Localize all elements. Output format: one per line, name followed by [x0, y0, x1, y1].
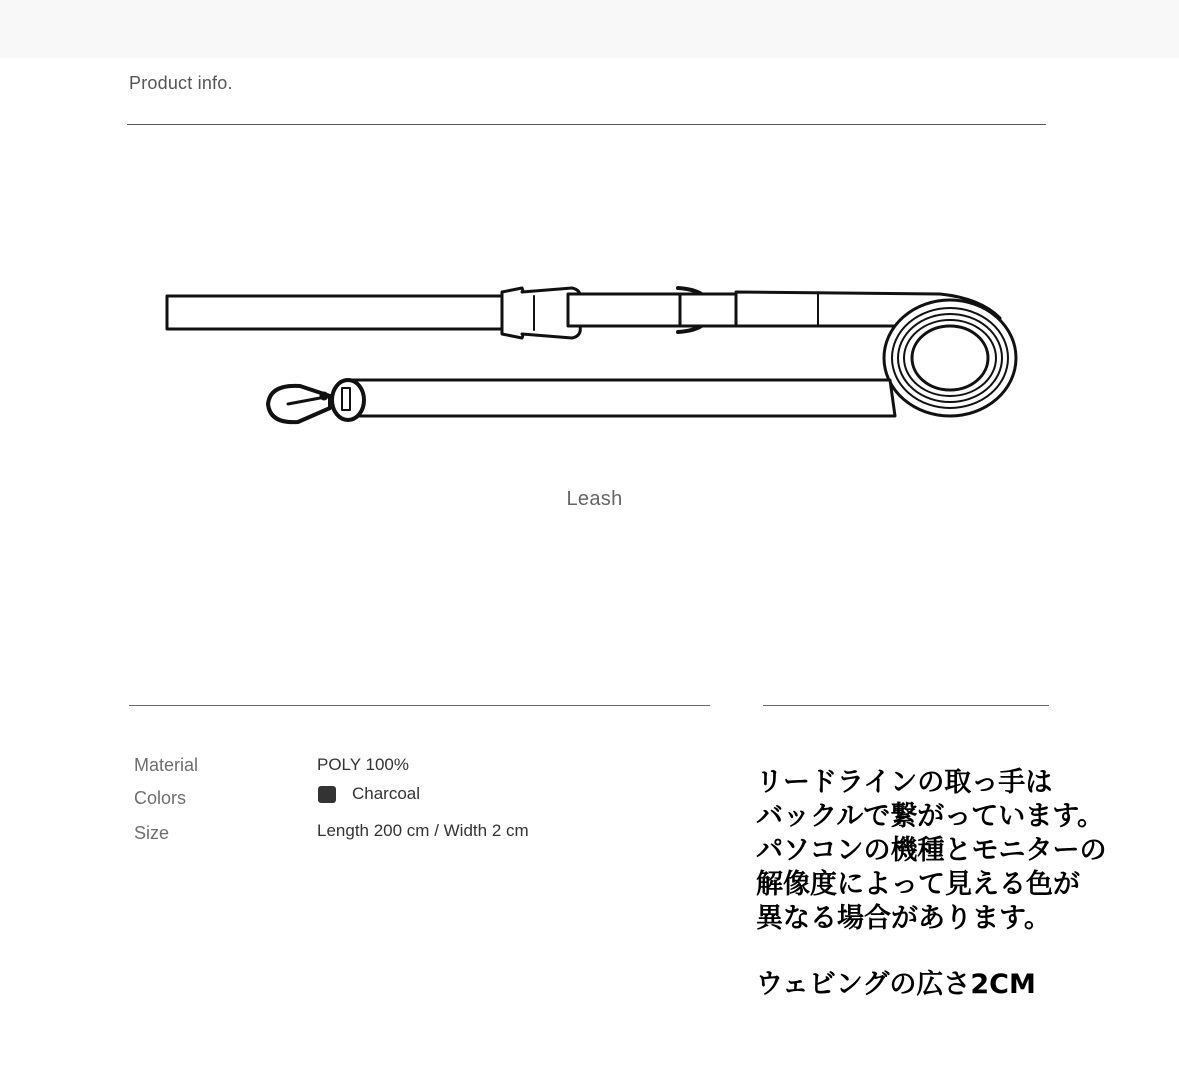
note-line: リードラインの取っ手は: [756, 767, 1053, 798]
colors-label: Colors: [134, 788, 187, 808]
charcoal-color-swatch: [318, 786, 336, 803]
note-line: 異なる場合があります。: [756, 903, 1051, 934]
illustration-caption: Leash: [566, 488, 623, 510]
note-line: バックルで繋がっています。: [756, 801, 1105, 832]
material-label: Material: [134, 755, 199, 775]
leash-diagram-icon: [150, 270, 1030, 440]
leash-snap-hook: [268, 386, 330, 422]
size-label: Size: [134, 823, 170, 843]
section-title: Product info.: [129, 73, 233, 93]
note-line: 解像度によって見える色が: [756, 869, 1080, 900]
colors-value: Charcoal: [352, 784, 421, 803]
notes-divider: [763, 705, 1049, 706]
leash-middle-strap: [568, 294, 680, 326]
leash-lower-strap: [350, 380, 895, 416]
note-line: パソコンの機種とモニターの: [756, 835, 1107, 866]
leash-upper-strap: [167, 296, 510, 329]
material-value: POLY 100%: [317, 755, 409, 774]
webbing-width-note: ウェビングの広さ2CM: [756, 969, 1036, 1000]
title-divider: [127, 124, 1046, 125]
specs-divider: [129, 705, 710, 706]
top-band: [0, 0, 1179, 58]
size-value: Length 200 cm / Width 2 cm: [317, 821, 529, 840]
